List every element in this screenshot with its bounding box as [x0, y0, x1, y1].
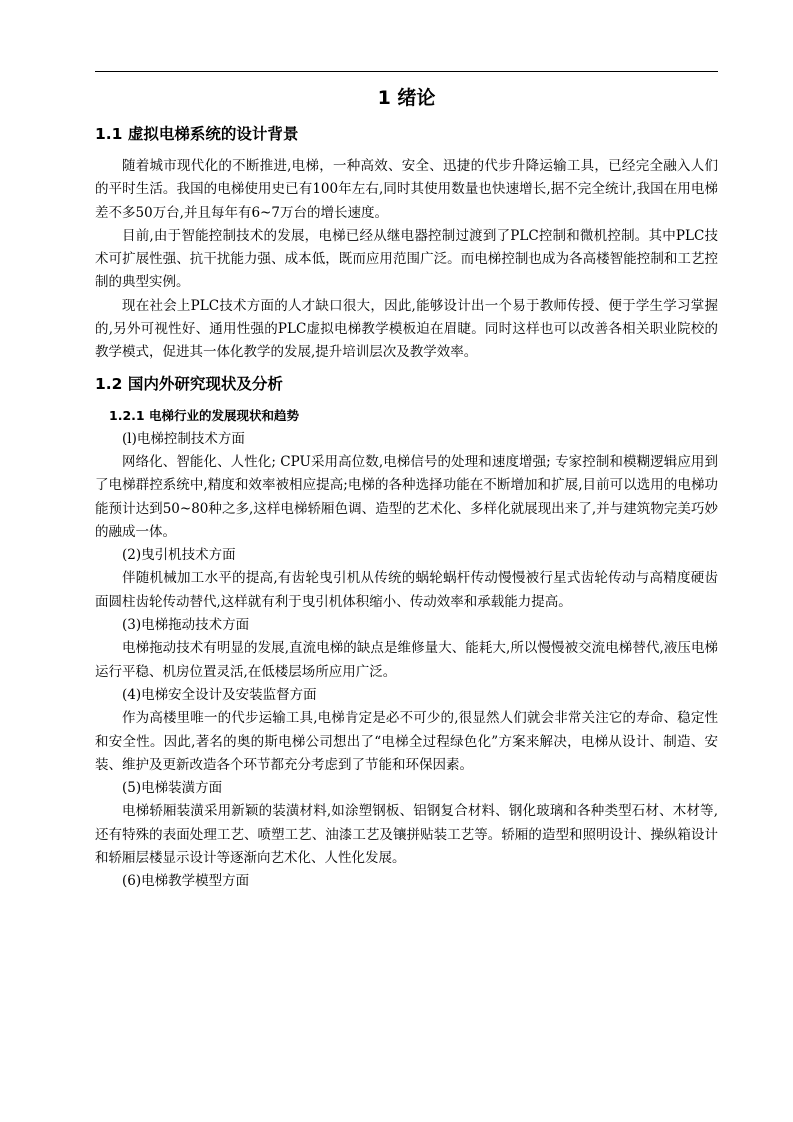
paragraph: 电梯拖动技术有明显的发展,直流电梯的缺点是维修量大、能耗大,所以慢慢被交流电梯替代,液压电梯运行平稳、机房位置灵活,在低楼层场所应用广泛。 — [95, 640, 718, 680]
item-label: (5)电梯装潢方面 — [122, 780, 223, 797]
header-rule — [95, 71, 718, 72]
chapter-title: 1 绪论 — [377, 87, 436, 109]
item-label: (2)曳引机技术方面 — [122, 547, 236, 564]
paragraph: 随着城市现代化的不断推进,电梯，一种高效、安全、迅捷的代步升降运输工具，已经完全融入人们的平时生活。我国的电梯使用史已有100年左右,同时其使用数量也快速增长,据不完全统计,我国在用电梯差不多50万台,并且每年有6~7万台的增长速度。 — [95, 158, 718, 221]
paragraph: 电梯轿厢装潢采用新颖的装潢材料,如涂塑钢板、铝钢复合材料、钢化玻璃和各种类型石材、木材等,还有特殊的表面处理工艺、喷塑工艺、油漆工艺及镶拼贴装工艺等。轿厢的造型和照明设计、操纵箱设计和轿厢层楼显示设计等逐渐向艺术化、人性化发展。 — [95, 803, 718, 867]
item-label: (l)电梯控制技术方面 — [122, 430, 245, 447]
subsection-heading-1-2-1: 1.2.1 电梯行业的发展现状和趋势 — [109, 407, 299, 423]
document-body — [95, 123, 718, 894]
item-label: (3)电梯拖动技术方面 — [122, 617, 250, 634]
item-label: (4)电梯安全设计及安装监督方面 — [122, 686, 317, 703]
section-heading-1-2: 1.2 国内外研究现状及分析 — [95, 374, 283, 393]
paragraph: 伴随机械加工水平的提高,有齿轮曳引机从传统的蜗轮蜗杆传动慢慢被行星式齿轮传动与高精度硬齿面圆柱齿轮传动替代,这样就有利于曳引机体积缩小、传动效率和承载能力提高。 — [95, 570, 718, 610]
section-heading-1-1: 1.1 虚拟电梯系统的设计背景 — [95, 125, 299, 143]
paragraph: 目前,由于智能控制技术的发展，电梯已经从继电器控制过渡到了PLC控制和微机控制。其中PLC技术可扩展性强、抗干扰能力强、成本低，既而应用范围广泛。而电梯控制也成为各高楼智能控制和工艺控制的典型实例。 — [95, 227, 718, 291]
paragraph: 作为高楼里唯一的代步运输工具,电梯肯定是必不可少的,很显然人们就会非常关注它的寿命、稳定性和安全性。因此,著名的奥的斯电梯公司想出了“电梯全过程绿色化”方案来解决，电梯从设计、制造、安装、维护及更新改造各个环节都充分考虑到了节能和环保因素。 — [95, 710, 718, 773]
item-label: (6)电梯教学模型方面 — [122, 873, 250, 890]
paragraph: 现在社会上PLC技术方面的人才缺口很大，因此,能够设计出一个易于教师传授、便于学生学习掌握的,另外可视性好、通用性强的PLC虚拟电梯教学模板迫在眉睫。同时这样也可以改善各相关职业院校的教学模式，促进其一体化教学的发展,提升培训层次及教学效率。 — [95, 297, 718, 361]
paragraph: 网络化、智能化、人性化; CPU采用高位数,电梯信号的处理和速度增强; 专家控制和模糊逻辑应用到了电梯群控系统中,精度和效率被相应提高;电梯的各种选择功能在不断增加和扩展,目前可以选用的电梯功能预计达到50~80种之多,这样电梯轿厢色调、造型的艺术化、多样化就展现出来了,并与建筑物完美巧妙的融成一体。 — [95, 453, 718, 540]
